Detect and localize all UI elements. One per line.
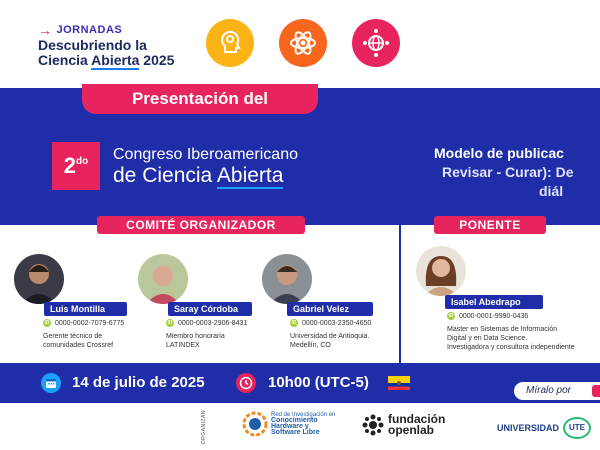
clock-icon: [236, 373, 256, 393]
ecuador-flag-icon: [388, 376, 410, 390]
avatar: [262, 254, 312, 304]
watch-on-link[interactable]: [514, 382, 600, 400]
sponsor-line: Hardware y: [271, 423, 309, 430]
sponsor-1-text: [271, 412, 347, 436]
sponsor-universidad-ute: [497, 417, 591, 439]
congress-line1: Congreso Iberoamericano: [113, 146, 298, 163]
divider-line: [399, 88, 401, 363]
ordinal-suffix: do: [76, 155, 89, 167]
brain-gear-icon: [206, 19, 254, 67]
talk-line1: Modelo de publicac: [434, 145, 564, 161]
orcid-icon: iD: [291, 320, 297, 326]
gear-logo-icon: [242, 411, 268, 437]
presentation-label: Presentación del: [82, 84, 318, 114]
congress-title: [113, 146, 298, 188]
header: [0, 0, 600, 88]
person-name: Gabriel Velez: [287, 302, 373, 316]
sponsor-3-name: UNIVERSIDAD: [497, 423, 560, 433]
person-orcid: [447, 312, 528, 320]
committee-heading: COMITÉ ORGANIZADOR: [97, 216, 305, 234]
role-line: LATINDEX: [166, 342, 200, 349]
ordinal-number: 2: [63, 153, 77, 178]
title-prefix: Ciencia: [38, 52, 92, 68]
person-name: Isabel Abedrapo: [445, 295, 543, 309]
avatar: [416, 246, 466, 296]
organizers-label: ORGANIZAN: [201, 410, 207, 445]
ordinal-badge: [52, 142, 100, 190]
orcid-value: 0000-0003-2906-8431: [178, 319, 248, 327]
event-tag-label: JORNADAS: [56, 24, 123, 36]
sponsor-red-investigacion: [242, 411, 347, 437]
event-title-line1: Descubriendo la: [38, 37, 147, 53]
person-orcid: [166, 319, 247, 327]
person-orcid: [290, 319, 371, 327]
event-title-line2: [38, 53, 228, 68]
role-line: Miembro honoraria: [166, 333, 225, 340]
congress-line2: [113, 164, 298, 188]
ute-logo: UTE: [563, 417, 591, 439]
watch-label: Míralo por: [526, 385, 572, 396]
role-line: Universidad de Antioquia.: [290, 333, 370, 340]
role-line: Medellín, CO: [290, 342, 331, 349]
person-role: [166, 332, 225, 350]
title-suffix: 2025: [139, 52, 175, 68]
arrow-right-icon: →: [38, 22, 53, 38]
talk-line3: diál: [539, 183, 564, 199]
talk-line2: Revisar - Curar): De: [442, 164, 574, 180]
role-line: Investigadora y consultora independiente: [447, 344, 575, 351]
speaker-heading: PONENTE: [434, 216, 546, 234]
event-time: 10h00 (UTC-5): [268, 374, 369, 391]
event-date: 14 de julio de 2025: [72, 374, 205, 391]
person-name: Saray Córdoba: [168, 302, 252, 316]
global-network-icon: [352, 19, 400, 67]
person-role: [290, 332, 369, 350]
person-role: [447, 325, 575, 352]
orcid-value: 0000-0002-7079-6775: [55, 319, 125, 327]
orcid-value: 0000-0003-2350-4650: [302, 319, 372, 327]
openlab-logo-icon: [362, 414, 384, 436]
congress-prefix: de Ciencia: [113, 164, 217, 187]
person-role: [43, 332, 113, 350]
play-icon: [592, 385, 600, 397]
orcid-icon: iD: [44, 320, 50, 326]
orcid-icon: iD: [167, 320, 173, 326]
sponsor-line: openlab: [388, 423, 435, 437]
orcid-value: 0000-0001-9990-0436: [459, 312, 529, 320]
event-tag: [38, 22, 122, 38]
sponsor-2-text: [388, 414, 445, 436]
sponsor-fundacion-openlab: [362, 414, 445, 436]
title-underlined: Abierta: [91, 52, 140, 68]
role-line: Master en Sistemas de Información: [447, 326, 558, 333]
event-title: [38, 38, 228, 68]
person-name: Luis Montilla: [44, 302, 127, 316]
role-line: Digital y en Data Science.: [447, 335, 528, 342]
avatar: [14, 254, 64, 304]
congress-underlined: Abierta: [216, 164, 284, 187]
sponsor-line: Conocimiento: [271, 417, 318, 424]
atom-icon: [279, 19, 327, 67]
role-line: comunidades Crossref: [43, 342, 114, 349]
sponsor-line: Red de Investigación en: [271, 412, 336, 418]
orcid-icon: iD: [448, 313, 454, 319]
calendar-icon: [41, 373, 61, 393]
sponsor-line: Software Libre: [271, 429, 320, 436]
person-orcid: [43, 319, 124, 327]
talk-title: [434, 144, 600, 201]
sponsor-line: fundación: [388, 412, 446, 426]
role-line: Gerente técnico de: [43, 333, 103, 340]
avatar: [138, 254, 188, 304]
